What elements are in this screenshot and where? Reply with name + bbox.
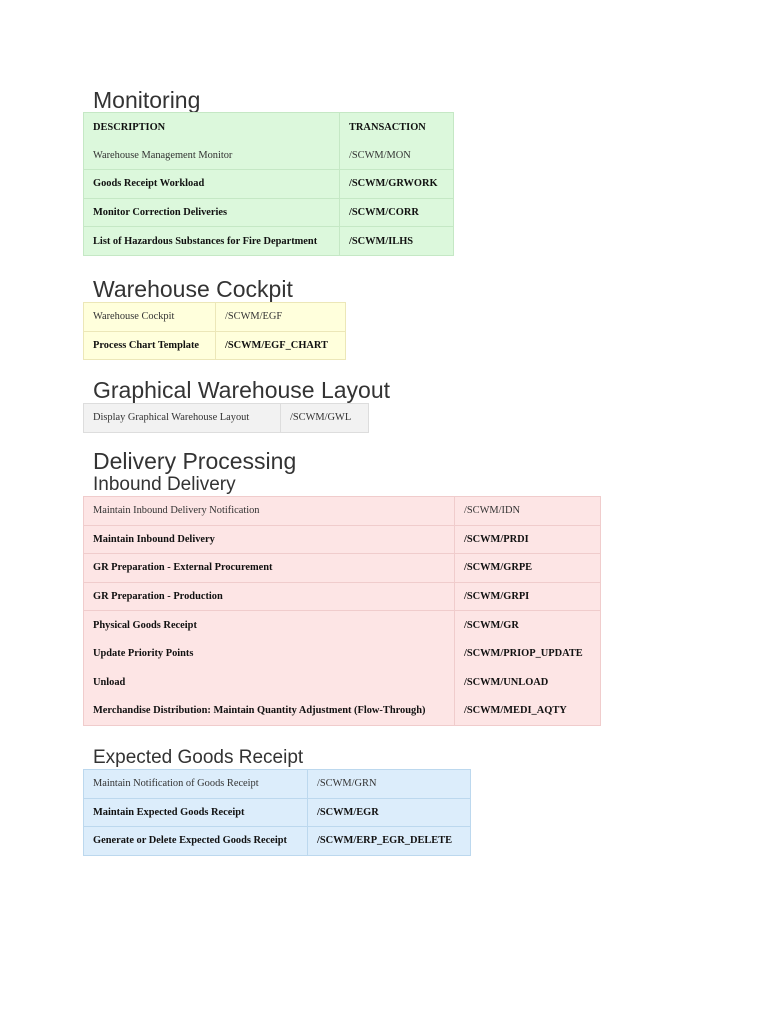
- row-description: Process Chart Template: [84, 331, 216, 360]
- table-row: [84, 170, 454, 199]
- row-description: Maintain Inbound Delivery: [84, 525, 455, 554]
- table-row: [84, 611, 601, 640]
- table-graphical-warehouse-layout: [83, 403, 369, 433]
- table-row: [84, 639, 601, 668]
- row-transaction: /SCWM/ILHS: [340, 227, 454, 256]
- column-header-transaction: TRANSACTION: [340, 113, 454, 142]
- table-row: [84, 582, 601, 611]
- row-description: Display Graphical Warehouse Layout: [84, 404, 281, 433]
- table-row: [84, 770, 471, 799]
- heading-warehouse-cockpit: Warehouse Cockpit: [93, 276, 293, 302]
- row-transaction: /SCWM/GR: [455, 611, 601, 640]
- table-monitoring: [83, 112, 454, 256]
- row-transaction: /SCWM/GRPE: [455, 554, 601, 583]
- subheading-expected-goods-receipt: Expected Goods Receipt: [93, 747, 304, 768]
- row-transaction: /SCWM/MEDI_AQTY: [455, 697, 601, 726]
- row-transaction: /SCWM/CORR: [340, 198, 454, 227]
- row-description: Maintain Expected Goods Receipt: [84, 798, 308, 827]
- row-transaction: /SCWM/UNLOAD: [455, 668, 601, 697]
- row-description: Monitor Correction Deliveries: [84, 198, 340, 227]
- table-row: [84, 303, 346, 332]
- row-transaction: /SCWM/GRPI: [455, 582, 601, 611]
- row-description: Unload: [84, 668, 455, 697]
- row-transaction: /SCWM/MON: [340, 141, 454, 170]
- row-description: Maintain Inbound Delivery Notification: [84, 497, 455, 526]
- row-description: Update Priority Points: [84, 639, 455, 668]
- row-description: GR Preparation - Production: [84, 582, 455, 611]
- table-row: [84, 497, 601, 526]
- subheading-inbound-delivery: Inbound Delivery: [93, 474, 236, 495]
- table-row: [84, 554, 601, 583]
- row-transaction: /SCWM/EGF: [216, 303, 346, 332]
- row-description: List of Hazardous Substances for Fire Department: [84, 227, 340, 256]
- table-row: [84, 198, 454, 227]
- table-row: [84, 331, 346, 360]
- table-row: [84, 827, 471, 856]
- row-description: Goods Receipt Workload: [84, 170, 340, 199]
- row-description: Merchandise Distribution: Maintain Quantity Adjustment (Flow-Through): [84, 697, 455, 726]
- row-transaction: /SCWM/PRIOP_UPDATE: [455, 639, 601, 668]
- heading-monitoring: Monitoring: [93, 87, 201, 113]
- heading-delivery-processing: Delivery Processing: [93, 448, 297, 474]
- table-row: [84, 525, 601, 554]
- table-row: [84, 227, 454, 256]
- table-row: [84, 404, 369, 433]
- row-transaction: /SCWM/PRDI: [455, 525, 601, 554]
- row-transaction: /SCWM/GRWORK: [340, 170, 454, 199]
- row-description: Physical Goods Receipt: [84, 611, 455, 640]
- row-transaction: /SCWM/GWL: [281, 404, 369, 433]
- row-transaction: /SCWM/GRN: [308, 770, 471, 799]
- table-row: [84, 141, 454, 170]
- row-description: Warehouse Management Monitor: [84, 141, 340, 170]
- row-transaction: /SCWM/EGF_CHART: [216, 331, 346, 360]
- table-row: [84, 798, 471, 827]
- row-transaction: /SCWM/ERP_EGR_DELETE: [308, 827, 471, 856]
- row-transaction: /SCWM/EGR: [308, 798, 471, 827]
- table-header-row: [84, 113, 454, 142]
- table-warehouse-cockpit: [83, 302, 346, 360]
- row-description: GR Preparation - External Procurement: [84, 554, 455, 583]
- table-row: [84, 697, 601, 726]
- row-description: Generate or Delete Expected Goods Receipt: [84, 827, 308, 856]
- row-description: Maintain Notification of Goods Receipt: [84, 770, 308, 799]
- row-transaction: /SCWM/IDN: [455, 497, 601, 526]
- table-row: [84, 668, 601, 697]
- table-inbound-delivery: [83, 496, 601, 726]
- table-expected-goods-receipt: [83, 769, 471, 856]
- column-header-description: DESCRIPTION: [84, 113, 340, 142]
- row-description: Warehouse Cockpit: [84, 303, 216, 332]
- heading-graphical-warehouse-layout: Graphical Warehouse Layout: [93, 377, 391, 403]
